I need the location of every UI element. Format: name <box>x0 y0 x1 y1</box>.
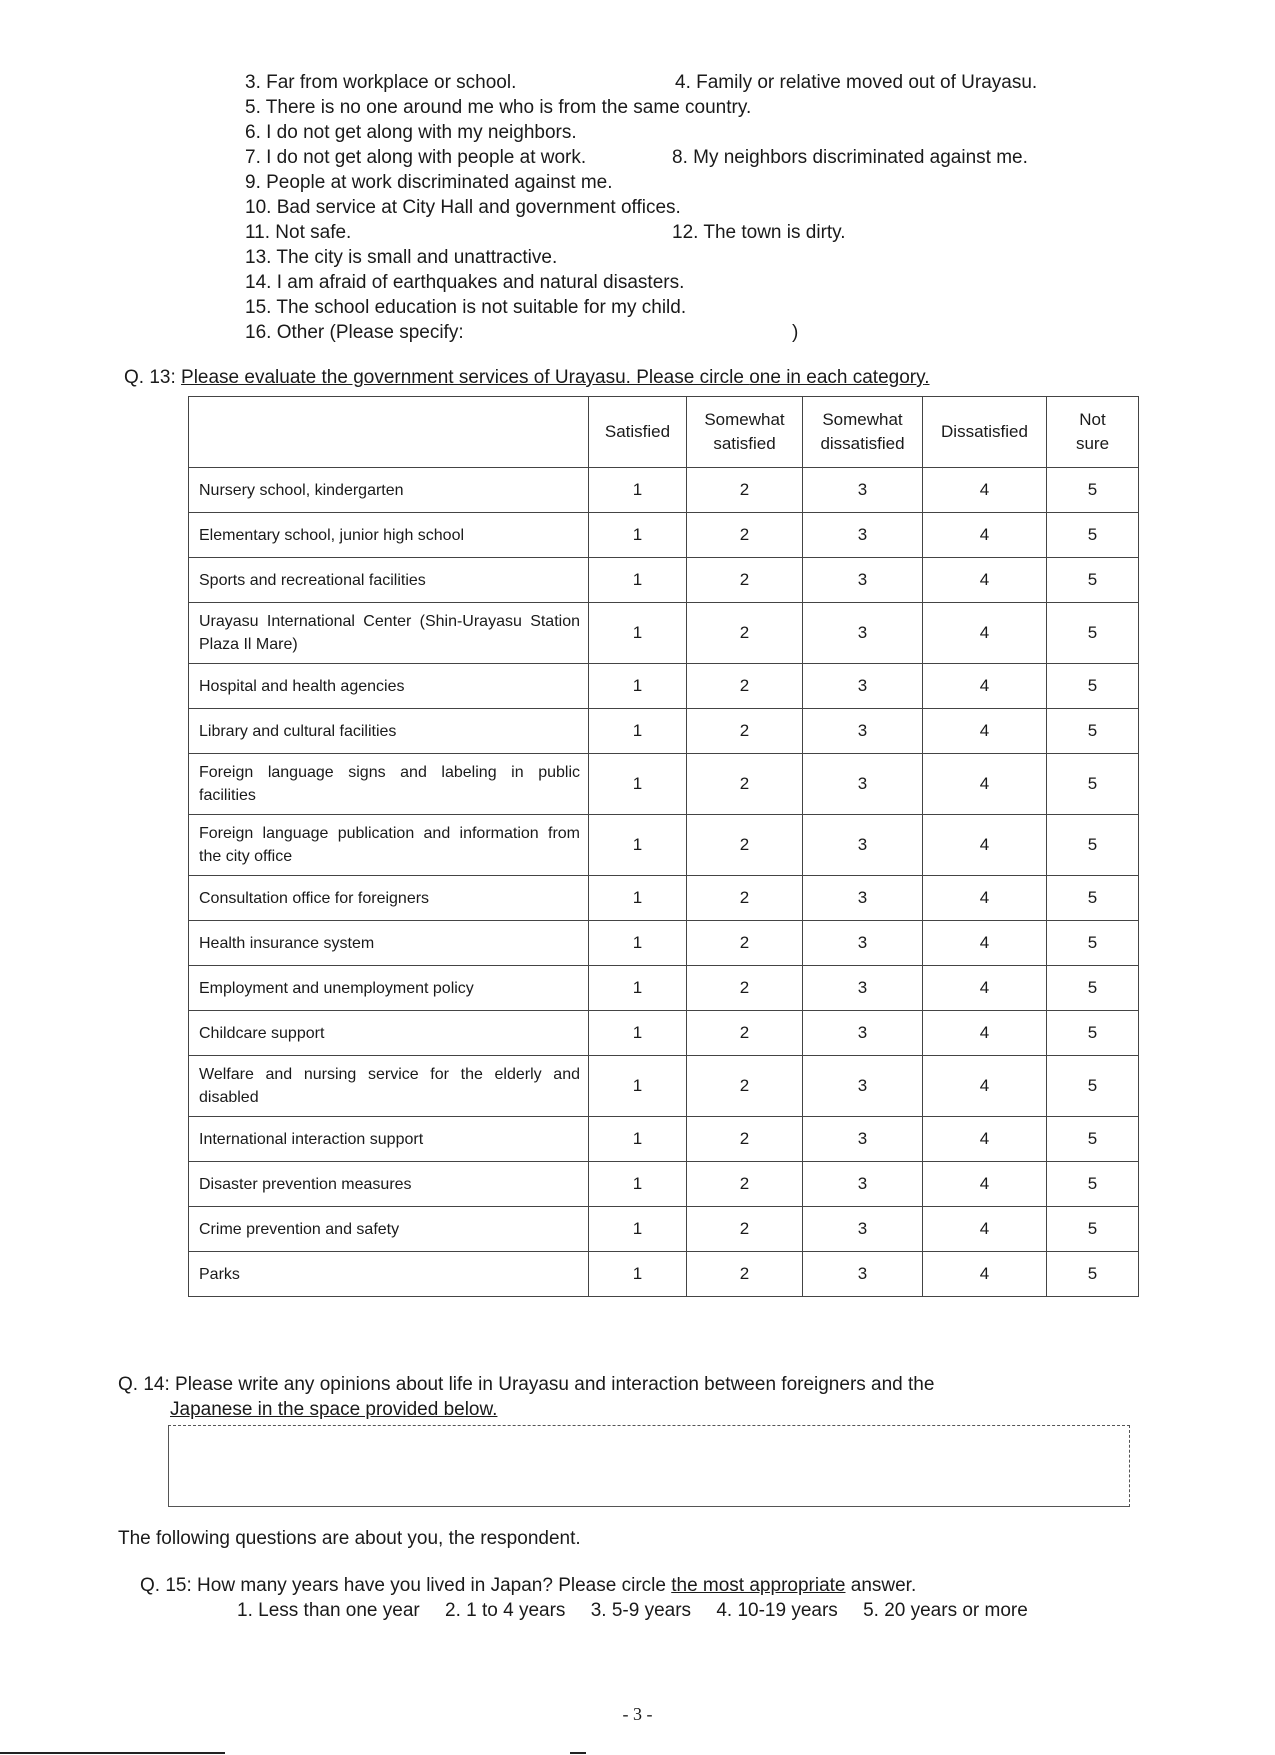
row-label: Parks <box>189 1252 589 1297</box>
choice-5[interactable]: 5 <box>1047 815 1139 876</box>
choice-2[interactable]: 2 <box>687 468 803 513</box>
table-row <box>189 1207 1139 1252</box>
choice-4[interactable]: 4 <box>923 876 1047 921</box>
table-header-row <box>189 397 1139 468</box>
choice-1[interactable]: 1 <box>589 1056 687 1117</box>
opinion-answer-box[interactable] <box>168 1425 1130 1507</box>
choice-5[interactable]: 5 <box>1047 1162 1139 1207</box>
table-row <box>189 1056 1139 1117</box>
header-satisfied: Satisfied <box>589 397 687 468</box>
choice-2[interactable]: 2 <box>687 876 803 921</box>
evaluation-table <box>188 396 1139 1297</box>
header-not-sure: Not sure <box>1047 397 1139 468</box>
reason-9: 9. People at work discriminated against me. <box>245 172 613 193</box>
reason-16: 16. Other (Please specify: <box>245 322 464 343</box>
choice-2[interactable]: 2 <box>687 966 803 1011</box>
choice-2[interactable]: 2 <box>687 1252 803 1297</box>
choice-3[interactable]: 3 <box>803 558 923 603</box>
choice-4[interactable]: 4 <box>923 966 1047 1011</box>
reason-14: 14. I am afraid of earthquakes and natural disasters. <box>245 272 685 293</box>
table-row <box>189 815 1139 876</box>
choice-2[interactable]: 2 <box>687 1207 803 1252</box>
choice-1[interactable]: 1 <box>589 468 687 513</box>
choice-1[interactable]: 1 <box>589 709 687 754</box>
choice-4[interactable]: 4 <box>923 513 1047 558</box>
choice-5[interactable]: 5 <box>1047 1056 1139 1117</box>
choice-1[interactable]: 1 <box>589 1162 687 1207</box>
choice-1[interactable]: 1 <box>589 558 687 603</box>
choice-1[interactable]: 1 <box>589 876 687 921</box>
choice-1[interactable]: 1 <box>589 966 687 1011</box>
choice-5[interactable]: 5 <box>1047 558 1139 603</box>
reason-16-close: ) <box>792 322 799 343</box>
choice-3[interactable]: 3 <box>803 1252 923 1297</box>
q13-prefix: Q. 13: <box>124 367 182 388</box>
choice-2[interactable]: 2 <box>687 1056 803 1117</box>
reason-12: 12. The town is dirty. <box>672 222 846 243</box>
choice-5[interactable]: 5 <box>1047 513 1139 558</box>
reason-5: 5. There is no one around me who is from the same country. <box>245 97 752 118</box>
question-15: Q. 15: How many years have you lived in Japan? Please circle the most appropriate answer. <box>140 1575 917 1596</box>
q15-option-5[interactable]: 5. 20 years or more <box>863 1600 1028 1621</box>
choice-3[interactable]: 3 <box>803 815 923 876</box>
row-label: Disaster prevention measures <box>189 1162 589 1207</box>
row-label: Consultation office for foreigners <box>189 876 589 921</box>
table-row <box>189 1252 1139 1297</box>
choice-2[interactable]: 2 <box>687 603 803 664</box>
table-row <box>189 558 1139 603</box>
choice-5[interactable]: 5 <box>1047 468 1139 513</box>
reason-8: 8. My neighbors discriminated against me. <box>672 147 1028 168</box>
choice-1[interactable]: 1 <box>589 1252 687 1297</box>
reason-15: 15. The school education is not suitable for my child. <box>245 297 687 318</box>
choice-5[interactable]: 5 <box>1047 876 1139 921</box>
reason-6: 6. I do not get along with my neighbors. <box>245 122 577 143</box>
choice-4[interactable]: 4 <box>923 1056 1047 1117</box>
table-row <box>189 754 1139 815</box>
row-label: Foreign language publication and information from the city office <box>189 815 589 876</box>
reason-4: 4. Family or relative moved out of Urayasu. <box>675 72 1038 93</box>
reason-13: 13. The city is small and unattractive. <box>245 247 558 268</box>
table-row <box>189 709 1139 754</box>
choice-4[interactable]: 4 <box>923 664 1047 709</box>
choice-2[interactable]: 2 <box>687 1162 803 1207</box>
choice-1[interactable]: 1 <box>589 754 687 815</box>
choice-1[interactable]: 1 <box>589 603 687 664</box>
choice-5[interactable]: 5 <box>1047 754 1139 815</box>
choice-4[interactable]: 4 <box>923 754 1047 815</box>
reason-3: 3. Far from workplace or school. <box>245 72 517 93</box>
q15-options <box>237 1600 1048 1622</box>
row-label: Health insurance system <box>189 921 589 966</box>
respondent-intro: The following questions are about you, the respondent. <box>118 1528 581 1549</box>
choice-3[interactable]: 3 <box>803 1207 923 1252</box>
question-13 <box>124 367 930 389</box>
choice-3[interactable]: 3 <box>803 468 923 513</box>
row-label: Nursery school, kindergarten <box>189 468 589 513</box>
choice-4[interactable]: 4 <box>923 1252 1047 1297</box>
choice-3[interactable]: 3 <box>803 709 923 754</box>
choice-4[interactable]: 4 <box>923 468 1047 513</box>
choice-1[interactable]: 1 <box>589 1117 687 1162</box>
choice-3[interactable]: 3 <box>803 1162 923 1207</box>
choice-3[interactable]: 3 <box>803 921 923 966</box>
choice-3[interactable]: 3 <box>803 1117 923 1162</box>
row-label: Urayasu International Center (Shin-Urayasu Station Plaza Il Mare) <box>189 603 589 664</box>
choice-3[interactable]: 3 <box>803 1011 923 1056</box>
choice-4[interactable]: 4 <box>923 1117 1047 1162</box>
choice-5[interactable]: 5 <box>1047 1011 1139 1056</box>
row-label: Library and cultural facilities <box>189 709 589 754</box>
q15-option-4[interactable]: 4. 10-19 years <box>716 1600 838 1621</box>
header-somewhat-dissatisfied: Somewhat dissatisfied <box>803 397 923 468</box>
choice-1[interactable]: 1 <box>589 1011 687 1056</box>
q15-option-2[interactable]: 2. 1 to 4 years <box>445 1600 566 1621</box>
choice-4[interactable]: 4 <box>923 921 1047 966</box>
choice-4[interactable]: 4 <box>923 1207 1047 1252</box>
question-14 <box>118 1372 1118 1422</box>
row-label: Welfare and nursing service for the elderly and disabled <box>189 1056 589 1117</box>
choice-2[interactable]: 2 <box>687 815 803 876</box>
choice-2[interactable]: 2 <box>687 921 803 966</box>
choice-1[interactable]: 1 <box>589 513 687 558</box>
row-label: Employment and unemployment policy <box>189 966 589 1011</box>
choice-2[interactable]: 2 <box>687 664 803 709</box>
choice-2[interactable]: 2 <box>687 1117 803 1162</box>
choice-5[interactable]: 5 <box>1047 966 1139 1011</box>
choice-3[interactable]: 3 <box>803 876 923 921</box>
choice-2[interactable]: 2 <box>687 754 803 815</box>
q13-emphasis: one in each category <box>749 367 925 388</box>
choice-4[interactable]: 4 <box>923 709 1047 754</box>
q15-option-3[interactable]: 3. 5-9 years <box>590 1600 692 1621</box>
row-label: Sports and recreational facilities <box>189 558 589 603</box>
choice-4[interactable]: 4 <box>923 1011 1047 1056</box>
row-label: Crime prevention and safety <box>189 1207 589 1252</box>
choice-3[interactable]: 3 <box>803 754 923 815</box>
table-row <box>189 876 1139 921</box>
choice-1[interactable]: 1 <box>589 921 687 966</box>
table-row <box>189 921 1139 966</box>
choice-4[interactable]: 4 <box>923 1162 1047 1207</box>
choice-1[interactable]: 1 <box>589 815 687 876</box>
footer-rule-mid <box>570 1752 586 1754</box>
table-row <box>189 513 1139 558</box>
choice-2[interactable]: 2 <box>687 1011 803 1056</box>
choice-2[interactable]: 2 <box>687 558 803 603</box>
table-row <box>189 603 1139 664</box>
choice-3[interactable]: 3 <box>803 966 923 1011</box>
row-label: International interaction support <box>189 1117 589 1162</box>
choice-5[interactable]: 5 <box>1047 603 1139 664</box>
row-label: Elementary school, junior high school <box>189 513 589 558</box>
table-row <box>189 966 1139 1011</box>
choice-5[interactable]: 5 <box>1047 1252 1139 1297</box>
choice-3[interactable]: 3 <box>803 513 923 558</box>
row-label: Childcare support <box>189 1011 589 1056</box>
reason-7: 7. I do not get along with people at work. <box>245 147 587 168</box>
choice-5[interactable]: 5 <box>1047 1117 1139 1162</box>
choice-3[interactable]: 3 <box>803 1056 923 1117</box>
header-item <box>189 397 589 468</box>
footer-rule-left <box>0 1752 225 1754</box>
choice-5[interactable]: 5 <box>1047 664 1139 709</box>
table-row <box>189 1011 1139 1056</box>
choice-5[interactable]: 5 <box>1047 1207 1139 1252</box>
row-label: Hospital and health agencies <box>189 664 589 709</box>
table-row <box>189 1162 1139 1207</box>
choice-3[interactable]: 3 <box>803 664 923 709</box>
choice-4[interactable]: 4 <box>923 815 1047 876</box>
table-row <box>189 468 1139 513</box>
choice-4[interactable]: 4 <box>923 558 1047 603</box>
q15-option-1[interactable]: 1. Less than one year <box>237 1600 420 1621</box>
header-somewhat-satisfied: Somewhat satisfied <box>687 397 803 468</box>
header-dissatisfied: Dissatisfied <box>923 397 1047 468</box>
choice-1[interactable]: 1 <box>589 1207 687 1252</box>
choice-1[interactable]: 1 <box>589 664 687 709</box>
choice-4[interactable]: 4 <box>923 603 1047 664</box>
q13-text: Please evaluate the government services of Urayasu. Please circle one in each category. <box>181 367 930 388</box>
choice-2[interactable]: 2 <box>687 709 803 754</box>
choice-3[interactable]: 3 <box>803 603 923 664</box>
reasons-list <box>245 70 1145 345</box>
reason-10: 10. Bad service at City Hall and government offices. <box>245 197 681 218</box>
table-row <box>189 1117 1139 1162</box>
choice-2[interactable]: 2 <box>687 513 803 558</box>
q14-line-1: Q. 14: Please write any opinions about life in Urayasu and interaction between foreigners and the <box>118 1374 935 1395</box>
row-label: Foreign language signs and labeling in public facilities <box>189 754 589 815</box>
table-row <box>189 664 1139 709</box>
reason-11: 11. Not safe. <box>245 222 352 243</box>
q15-emphasis: the most appropriate <box>671 1575 846 1596</box>
choice-5[interactable]: 5 <box>1047 709 1139 754</box>
q14-line-2: Japanese in the space provided below. <box>170 1399 498 1420</box>
page-number: - 3 - <box>622 1704 653 1724</box>
choice-5[interactable]: 5 <box>1047 921 1139 966</box>
